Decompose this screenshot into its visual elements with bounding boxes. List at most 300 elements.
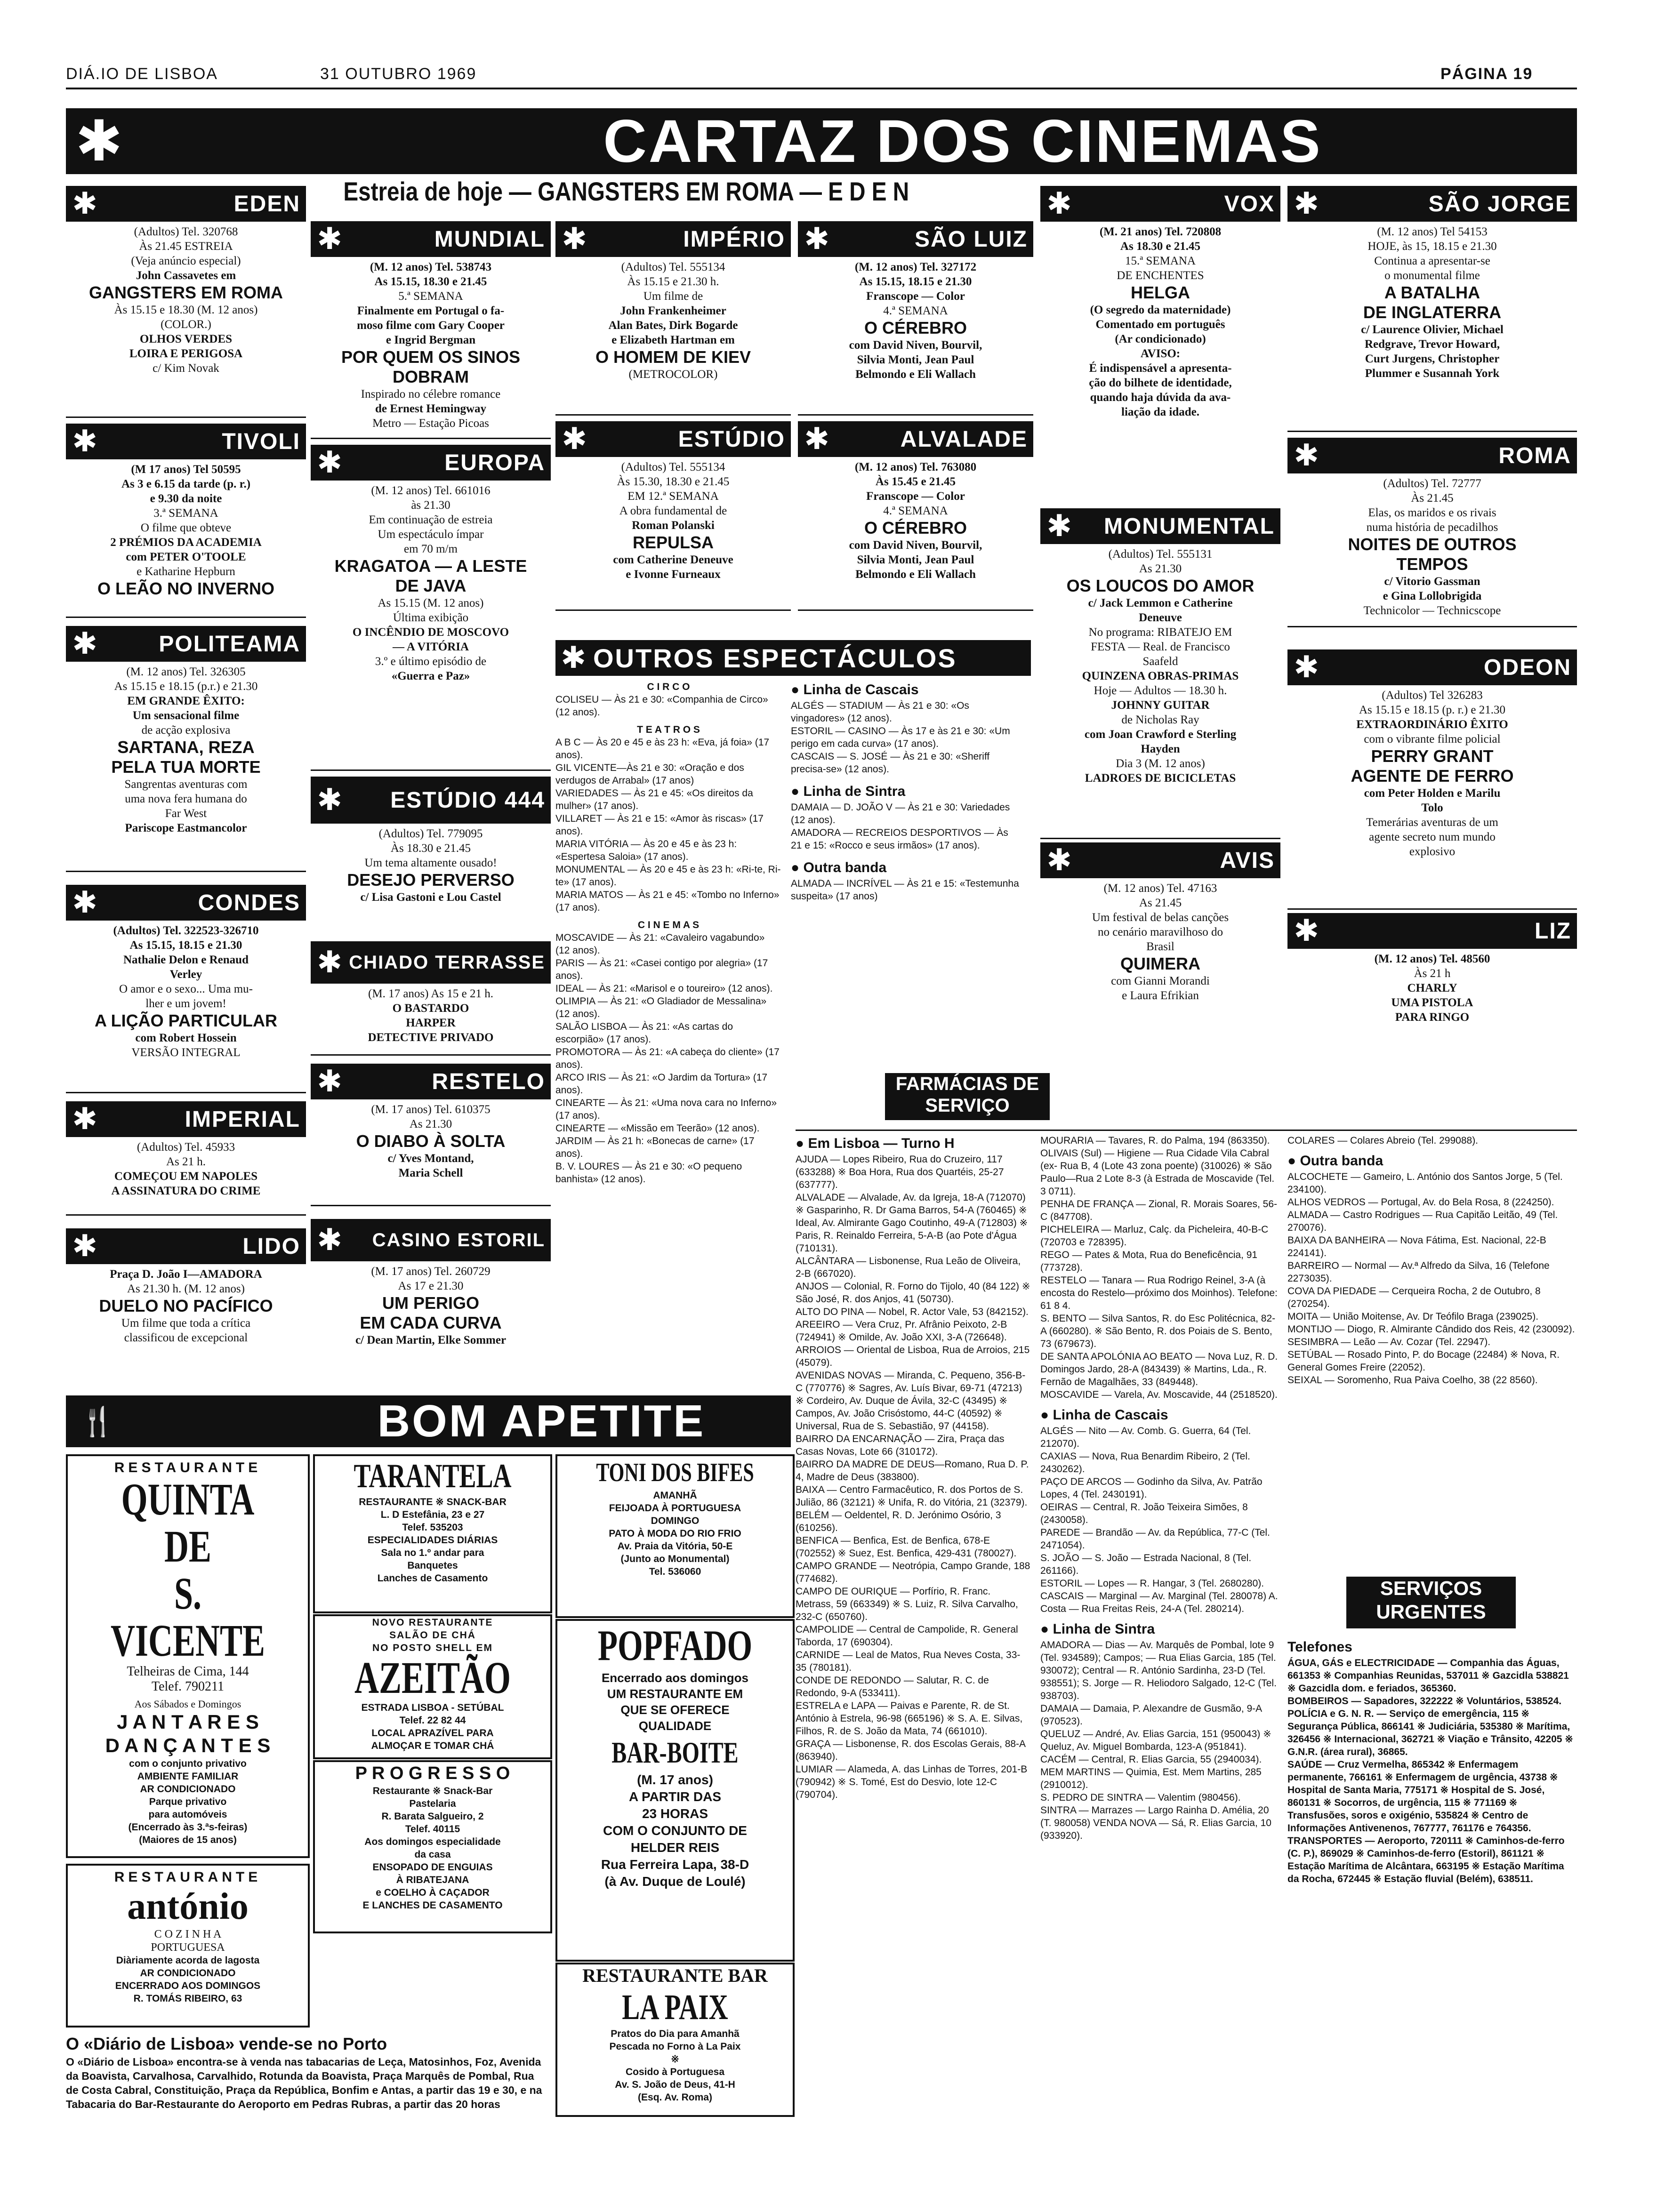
info-line: classificou de excepcional (124, 1331, 248, 1344)
info-line: Às 21.45 ESTREIA (139, 240, 233, 253)
cinema-name: ESTÚDIO (678, 426, 785, 452)
listing-text: ÁGUA, GÁS e ELECTRICIDADE — Companhia das Águas, 661353 ※ Companhias Reunidas, 537011 ※ Gazcidla 538821 ※ Gazcidla dom. e feriados, 365360. BOMBEIROS — Sapadores, 322222 ※ Voluntários, 538524. POLÍCIA e G. N. R. — Serviço de emergência, 115 ※ Segurança Pública, 866141 ※ Judiciária, 535380 ※ Marítima, 326456 ※ Internacional, 362721 ※ Viação e Trânsito, 42205 ※ G.N.R. (área rural), 36865. SAÚDE — Cruz Vermelha, 865342 ※ Enfermagem permanente, 766161 ※ Enfermagem de urgência, 43738 ※ Hospital de Santa Maria, 775171 ※ Hospital de S. José, 860131 ※ Socorros, de urgência, 115 ※ 771169 ※ Transfusões, soros e oxigénio, 535824 ※ Centro de Informações Antivenenos, 767777, 761176 e 764356. TRANSPORTES — Aeroporto, 720111 ※ Caminhos-de-ferro (C. P.), 869029 ※ Caminhos-de-ferro (Estoril), 861121 ※ Estação Marítima de Alcântara, 663195 ※ Estação Marítima da Rocha, 672445 ※ Estação fluvial (Belém), 638511. (1287, 1658, 1573, 1884)
cinema-name: MUNDIAL (434, 226, 545, 252)
info-line: Saafeld (1142, 655, 1178, 668)
asterisk-icon: ✱ (72, 186, 97, 221)
info-line: 15.ª SEMANA (1125, 255, 1196, 267)
subsection-heading: ● Em Lisboa — Turno H (796, 1136, 955, 1151)
info-line: Silvia Monti, Jean Paul (857, 353, 974, 366)
asterisk-icon: ✱ (317, 445, 342, 480)
info-line: quando haja dúvida da ava- (1090, 391, 1231, 404)
info-line: O amor e o sexo... Uma mu- (119, 983, 253, 995)
film-title: O HOMEM DE KIEV (595, 347, 751, 367)
cinema-name: LIDO (242, 1234, 300, 1259)
section-title: BOM APETITE (377, 1396, 706, 1446)
asterisk-icon: ✱ (317, 1064, 342, 1099)
ad-text: Aos Sábados e Domingos (134, 1698, 241, 1710)
info-line: e Elizabeth Hartman em (611, 334, 735, 346)
info-line: c/ Dean Martin, Elke Sommer (355, 1334, 507, 1346)
info-line: Praça D. João I—AMADORA (110, 1268, 262, 1281)
info-line: Comentado em português (1095, 318, 1225, 331)
film-title: SARTANA, REZA (117, 737, 255, 757)
info-line: As 21.30 h. (M. 12 anos) (127, 1282, 245, 1295)
asterisk-icon: ✱ (804, 222, 829, 256)
listing-text: A B C — Às 20 e 45 e às 23 h: «Eva, já foia» (17 anos). GIL VICENTE—Às 21 e 30: «Oração e dos verdugos de Arrabal» (17 anos) VARIEDADES — Às 21 e 45: «Os direitos da mulher» (17 anos). VILLARET — Às 21 e 15: «Amor às riscas» (17 anos). MARIA VITÓRIA — Às 20 e 45 e às 23 h: «Espertesa Saloia» (17 anos). MONUMENTAL — Às 20 e 45 e às 23 h: «Ri-te, Ri-te» (17 anos). MARIA MATOS — Às 21 e 45: «Tombo no Inferno» (17 anos). (555, 737, 781, 913)
info-line: (Veja anúncio especial) (131, 255, 241, 267)
subsection-heading: T E A T R O S (637, 724, 700, 735)
banner-title: CARTAZ DOS CINEMAS (603, 107, 1322, 175)
cinema-liz (1287, 913, 1577, 1054)
cinema-name: ESTÚDIO 444 (390, 787, 545, 813)
cinema-name: IMPERIAL (185, 1106, 300, 1132)
ad-name: AZEITÃO (354, 1652, 511, 1703)
info-line: Pariscope Eastmancolor (125, 822, 247, 834)
info-line: As 17 e 21.30 (398, 1280, 464, 1292)
cinema-vox (1040, 186, 1280, 517)
film-title: O LEÃO NO INVERNO (97, 579, 275, 598)
cinema-condes (66, 885, 306, 1093)
info-line: moso filme com Gary Cooper (357, 319, 505, 332)
asterisk-icon: ✱ (317, 1223, 342, 1258)
ad-quinta-sao-vicente (66, 1454, 310, 1858)
listing-text: ALGÉS — Nito — Av. Comb. G. Guerra, 64 (Tel. 212070). CAXIAS — Nova, Rua Benardim Ribeiro, 2 (Tel. 2430262). PAÇO DE ARCOS — Godinho da Silva, Av. Patrão Lopes, 4 (Tel. 2430191). OEIRAS — Central, R. João Teixeira Simões, 8 (2430058). PAREDE — Brandão — Av. da República, 77-C (Tel. 2471054). S. JOÃO — S. João — Estrada Nacional, 8 (Tel. 261166). ESTORIL — Lopes — R. Hangar, 3 (Tel. 2680280). CASCAIS — Marginal — Av. Marginal (Tel. 280078) A. Costa — Rua Freitas Reis, 24-A (Tel. 280214). (1040, 1426, 1278, 1614)
info-line: Às 15.45 e 21.45 (875, 475, 956, 488)
asterisk-icon: ✱ (562, 222, 587, 256)
film-title: DE INGLATERRA (1363, 303, 1502, 322)
asterisk-icon: ✱ (1294, 438, 1319, 473)
outros-header (555, 640, 1031, 676)
film-title: A LIÇÃO PARTICULAR (95, 1011, 277, 1030)
listing-text: DAMAIA — D. JOÃO V — Às 21 e 30: Variedades (12 anos). AMADORA — RECREIOS DESPORTIVOS — Às 21 e 15: «Rocco e seus irmãos» (17 anos). (791, 802, 1010, 851)
info-line: (M. 12 anos) Tel. 538743 (370, 261, 492, 273)
info-line: c/ Jack Lemmon e Catherine (1088, 597, 1233, 609)
info-line: lher e um jovem! (145, 997, 226, 1010)
cinema-avis (1040, 842, 1280, 1040)
asterisk-icon: ✱ (1294, 650, 1319, 685)
info-line: c/ Vitorio Gassman (1384, 575, 1480, 588)
info-line: o monumental filme (1384, 269, 1480, 282)
info-line: Um sensacional filme (132, 709, 240, 722)
asterisk-icon: ✱ (72, 424, 97, 459)
info-line: (M. 12 anos) Tel. 763080 (854, 461, 977, 473)
film-title: DETECTIVE PRIVADO (368, 1031, 494, 1044)
notice-text: O «Diário de Lisboa» encontra-se à venda nas tabacarias de Leça, Matosinhos, Foz, Avenida da Boavista, Carvalhosa, Carvalhido, Rotunda da Boavista, Praça Marquês de Pombal, Rua de Costa Cabral, Constituição, Praça da República, Bonfim e Antas, a partir das 19 e 30, e na Tabacaria do Bar-Restaurante do Aeroporto em Pedras Rubras, a partir das 20 horas (66, 2056, 542, 2110)
cinema-header (1040, 842, 1280, 878)
ad-name: P R O G R E S S O (355, 1763, 510, 1783)
newspaper-name: DIÁ.IO DE LISBOA (66, 65, 218, 83)
film-title: PERRY GRANT (1371, 746, 1494, 766)
ad-name: QUINTA DE (121, 1474, 255, 1571)
info-line: c/ Lisa Gastoni e Lou Castel (360, 891, 501, 904)
info-line: Technicolor — Technicscope (1363, 604, 1501, 617)
info-line: Nathalie Delon e Renaud (123, 954, 249, 966)
info-line: Hoje — Adultos — 18.30 h. (1094, 684, 1227, 697)
info-line: 2 PRÉMIOS DA ACADEMIA (110, 536, 262, 549)
info-line: Última exibição (393, 611, 469, 624)
cinema-name: ROMA (1498, 443, 1571, 468)
info-line: Às 21.45 (1411, 492, 1454, 505)
ad-text: RESTAURANTE ※ SNACK-BAR L. D Estefânia, 23 e 27 Telef. 535203 ESPECIALIDADES DIÁRIAS Sala no 1.º andar para Banquetes Lanches de Casamento (359, 1497, 507, 1584)
info-line: As 15.15 (M. 12 anos) (378, 597, 484, 609)
asterisk-icon: ✱ (317, 783, 342, 817)
info-line: (M. 12 anos) Tel. 327172 (854, 261, 977, 273)
film-title: DOBRAM (393, 367, 469, 386)
ad-text: C O Z I N H A PORTUGUESA (151, 1928, 225, 1954)
info-line: Às 15.30, 18.30 e 21.45 (617, 475, 730, 488)
info-line: com Robert Hossein (135, 1032, 237, 1044)
asterisk-icon: ✱ (72, 885, 97, 920)
film-title: CHARLY (1407, 982, 1457, 994)
ad-headline: J A N T A R E S D A N Ç A N T E S (105, 1711, 271, 1756)
asterisk-icon: ✱ (317, 222, 342, 256)
ad-name: BAR-BOITE (611, 1736, 739, 1769)
film-title: LADROES DE BICICLETAS (1085, 772, 1236, 785)
info-line: EM GRANDE ÊXITO: (127, 695, 245, 707)
info-line: Um tema altamente ousado! (364, 857, 497, 869)
ad-toni-dos-bifes (555, 1454, 795, 1618)
cinema-name: POLITEAMA (159, 631, 300, 657)
subsection-heading: Telefones (1287, 1639, 1352, 1655)
cinema-header (555, 421, 791, 457)
asterisk-icon: ✱ (1046, 186, 1072, 221)
info-line: As 15.15, 18.15 e 21.30 (859, 275, 972, 288)
info-line: O filme que obteve (140, 521, 232, 534)
film-title: O CÉREBRO (864, 518, 967, 537)
ad-tag: RESTAURANTE BAR (582, 1965, 768, 1986)
cinema-header (798, 221, 1033, 257)
ad-text: ESTRADA LISBOA - SETÚBAL Telef. 22 82 44 LOCAL APRAZÍVEL PARA ALMOÇAR E TOMAR CHÁ (361, 1702, 504, 1751)
cinema-header (311, 1219, 551, 1261)
info-line: c/ Yves Montand, (387, 1152, 474, 1165)
subsection-heading: ● Outra banda (791, 860, 887, 875)
asterisk-icon: ✱ (1294, 186, 1319, 221)
info-line: (Adultos) Tel. 555131 (1108, 548, 1213, 561)
info-line: Às 15.15 e 21.30 h. (627, 275, 719, 288)
listing-text: COLISEU — Às 21 e 30: «Companhia de Circo» (12 anos). (555, 694, 768, 718)
info-line: As 3 e 6.15 da tarde (p. r.) (121, 478, 251, 490)
info-line: Plummer e Susannah York (1365, 367, 1500, 380)
info-line: 4.ª SEMANA (883, 505, 948, 517)
info-line: Um filme que toda a crítica (121, 1317, 251, 1330)
cinema-header (1040, 508, 1280, 544)
info-line: Um festival de belas canções (1092, 911, 1229, 924)
info-line: numa história de pecadilhos (1366, 521, 1498, 534)
ad-name: POPFADO (597, 1621, 753, 1669)
ad-azeitao (313, 1614, 552, 1759)
bom-apetite-banner (66, 1395, 791, 1447)
film-title: O INCÊNDIO DE MOSCOVO (352, 626, 509, 639)
info-line: e Katharine Hepburn (137, 565, 235, 578)
info-line: com o vibrante filme policial (1364, 733, 1501, 745)
info-line: (Adultos) Tel. 555134 (621, 461, 725, 473)
cinema-header (311, 777, 551, 824)
subsection-heading: C I N E M A S (637, 920, 700, 930)
ad-popfado (555, 1619, 795, 1962)
cinema-header (1287, 438, 1577, 473)
cinema-name: EUROPA (444, 450, 545, 475)
film-title: POR QUEM OS SINOS (341, 347, 521, 367)
asterisk-icon: ✱ (1294, 914, 1319, 948)
cinema-header (66, 626, 306, 662)
info-line: Deneuve (1139, 611, 1182, 624)
cinema-mundial (311, 221, 551, 439)
cinema-name: CHIADO TERRASSE (349, 952, 545, 973)
cinema-chiado-terrasse (311, 941, 551, 1056)
cinema-header (66, 424, 306, 459)
farmacias-title: FARMÁCIAS DE SERVIÇO (885, 1073, 1050, 1120)
info-line: Franscope — Color (866, 490, 965, 503)
film-title: KRAGATOA — A LESTE (334, 556, 527, 576)
film-title: A ASSINATURA DO CRIME (111, 1185, 261, 1197)
cinema-name: VOX (1224, 191, 1275, 216)
info-line: (M 17 anos) Tel 50595 (131, 463, 241, 476)
cinema-name: SÃO JORGE (1428, 191, 1571, 216)
info-line: Em continuação de estreia (369, 513, 493, 526)
ad-name: S. VICENTE (110, 1568, 265, 1666)
cinema-name: ALVALADE (900, 426, 1028, 452)
film-title: DE JAVA (395, 576, 467, 595)
servicos-urgentes (1287, 1638, 1577, 2203)
info-line: c/ Kim Novak (153, 362, 219, 375)
listing-text: MOSCAVIDE — Às 21: «Cavaleiro vagabundo» (12 anos). PARIS — Às 21: «Casei contigo por alegria» (17 anos). IDEAL — Às 21: «Marisol e o toureiro» (12 anos). OLIMPIA — Às 21: «O Gladiador de Messalina» (12 anos). SALÃO LISBOA — Às 21: «As cartas do escorpião» (17 anos). PROMOTORA — Às 21: «A cabeça do cliente» (17 anos). ARCO IRIS — Às 21: «O Jardim da Tortura» (17 anos). CINEARTE — Às 21: «Uma nova cara no Inferno» (17 anos). CINEARTE — «Missão em Teerão» (12 anos). JARDIM — Às 21 h: «Bonecas de carne» (17 anos). B. V. LOURES — Às 21 e 30: «O pequeno banhista» (12 anos). (555, 932, 780, 1185)
info-line: (M. 17 anos) Tel. 260729 (371, 1265, 491, 1278)
info-line: Continua a apresentar-se (1374, 255, 1490, 267)
info-line: As 15.15, 18.15 e 21.30 (129, 939, 242, 952)
info-line: (M. 12 anos) Tel. 47163 (1103, 882, 1217, 895)
info-line: c/ Laurence Olivier, Michael (1361, 323, 1504, 336)
info-line: Um espectáculo ímpar (378, 528, 484, 541)
cinema-roma (1287, 438, 1577, 627)
info-line: e Ivonne Furneaux (626, 568, 721, 581)
info-line: Temerárias aventuras de um (1366, 816, 1498, 829)
cinema-header (1287, 186, 1577, 222)
cinema-name: SÃO LUIZ (915, 226, 1028, 252)
cinema-name: TIVOLI (222, 429, 300, 454)
ad-progresso (313, 1760, 552, 1933)
info-line: Um filme de (643, 290, 703, 303)
asterisk-icon: ✱ (1046, 509, 1072, 544)
premiere-headline: Estreia de hoje — GANGSTERS EM ROMA — E D E N (343, 176, 909, 206)
ad-text: Restaurante ※ Snack-Bar Pastelaria R. Barata Salgueiro, 2 Telef. 40115 Aos domingos especialidade da casa ENSOPADO DE ENGUIAS À RIBATEJANA e COELHO À CAÇADOR E LANCHES DE CASAMENTO (362, 1786, 503, 1911)
info-line: (M. 17 anos) Tel. 610375 (371, 1103, 491, 1116)
cinema-header (311, 445, 551, 481)
cinema-header (66, 186, 306, 222)
cinema-name: MONUMENTAL (1103, 513, 1275, 539)
listing-text: AMADORA — Dias — Av. Marquês de Pombal, lote 9 (Tel. 934589); Campos; — Rua Elias Garcia, 185 (Tel. 930072); Central — R. António Sardinha, 23-D (Tel. 938551); S. Jorge — R. Heliodoro Salgado, 12-C (Tel. 938703). DAMAIA — Damaia, P. Alexandre de Gusmão, 9-A (970523). QUELUZ — André, Av. Elias Garcia, 151 (950043) ※ Queluz, Av. Miguel Bombarda, 123-A (951841). CACÉM — Central, R. Elias Garcia, 55 (2940034). MEM MARTINS — Quimia, Est. Mem Martins, 285 (2910012). S. PEDRO DE SINTRA — Valentim (980456). SINTRA — Marrazes — Largo Rainha D. Amélia, 20 (T. 980058) VENDA NOVA — Sá, R. Elias Garcia, 10 (933920). (1040, 1640, 1277, 1841)
cinema-name: AVIS (1220, 848, 1275, 873)
cinema-eden (66, 186, 306, 418)
section-title: OUTROS ESPECTÁCULOS (593, 643, 957, 673)
film-title: OLHOS VERDES (139, 333, 233, 345)
info-line: de acção explosiva (141, 724, 231, 737)
asterisk-icon: ✱ (75, 108, 125, 174)
info-line: John Frankenheimer (620, 305, 726, 317)
info-line: No programa: RIBATEJO EM (1088, 626, 1232, 639)
film-title: AGENTE DE FERRO (1351, 766, 1514, 785)
film-title: HARPER (406, 1017, 456, 1029)
ad-la-paix (555, 1963, 795, 2117)
film-title: TEMPOS (1396, 554, 1468, 574)
info-line: VERSÃO INTEGRAL (131, 1046, 241, 1059)
ad-text: Diàriamente acorda de lagosta AR CONDICIONADO ENCERRADO AOS DOMINGOS R. TOMÁS RIBEIRO, 63 (115, 1955, 261, 2004)
info-line: Silvia Monti, Jean Paul (857, 553, 974, 566)
info-line: Belmondo e Eli Wallach (855, 368, 976, 381)
film-title: UMA PISTOLA (1391, 996, 1473, 1009)
info-line: As 21.30 (409, 1118, 452, 1130)
film-title: PARA RINGO (1395, 1011, 1470, 1024)
info-line: John Cassavetes em (136, 269, 236, 282)
cinema-header (1287, 913, 1577, 949)
film-title: COMEÇOU EM NAPOLES (114, 1170, 258, 1183)
info-line: (COLOR.) (161, 318, 211, 331)
info-line: e Ingrid Bergman (386, 334, 476, 346)
info-line: e Laura Efrikian (1122, 989, 1199, 1002)
info-line: com Peter Holden e Marilu (1364, 787, 1501, 800)
info-line: no cenário maravilhoso do (1098, 926, 1223, 938)
film-title: UM PERIGO (382, 1293, 479, 1313)
servicos-title: SERVIÇOS URGENTES (1346, 1577, 1516, 1628)
info-line: Roman Polanski (632, 519, 715, 532)
info-line: As 21.45 (1139, 897, 1182, 909)
cinema-alvalade (798, 421, 1033, 611)
subsection-heading: ● Outra banda (1287, 1153, 1384, 1169)
info-line: ção do bilhete de identidade, (1089, 377, 1232, 389)
cinema-name: RESTELO (432, 1069, 545, 1094)
info-line: Maria Schell (398, 1167, 463, 1179)
ad-tag: RESTAURANTE (114, 1869, 262, 1885)
film-title: OS LOUCOS DO AMOR (1066, 576, 1255, 595)
cinema-politeama (66, 626, 306, 872)
info-line: uma nova fera humana do (125, 793, 247, 805)
listing-text: MOURARIA — Tavares, R. do Palma, 194 (863350). OLIVAIS (Sul) — Higiene — Rua Cidade Vila Cabral (ex- Rua B, 4 (Lote 43 zona poente) (310026) ※ São Paulo—Rua 2 Lote 8-3 (à Estrada de Moscavide (Tel. 3 0711). PENHA DE FRANÇA — Zional, R. Morais Soares, 56-C (847708). PICHELEIRA — Marluz, Calç. da Picheleira, 40-B-C (720703 e 728395). REGO — Pates & Mota, Rua do Beneficência, 91 (773728). RESTELO — Tanara — Rua Rodrigo Reinel, 3-A (à encosta do Restelo—próximo dos Moinhos). Telefone: 61 8 4. S. BENTO — Silva Santos, R. do Esc Politécnica, 82-A (660280). ※ São Bento, R. dos Poiais de S. Bento, 73 (679673). DE SANTA APOLÓNIA AO BEATO — Nova Luz, R. D. Domingos Jardo, 28-A (843439) ※ Martins, Lda., R. Fernão de Magalhães, 33 (849448). MOSCAVIDE — Varela, Av. Moscavide, 44 (2518520). (1040, 1135, 1278, 1400)
film-title: O DIABO À SOLTA (356, 1131, 506, 1151)
cinema-sao-luiz (798, 221, 1033, 416)
cinema-header (66, 1101, 306, 1137)
ad-text: com o conjunto privativo AMBIENTE FAMILIAR AR CONDICIONADO Parque privativo para automóveis (Encerrado às 3.ªs-feiras) (Maiores de 15 anos) (128, 1758, 248, 1845)
subsection-heading: ● Linha de Sintra (1040, 1621, 1155, 1637)
cinema-header (66, 1228, 306, 1264)
header-rule (66, 88, 1577, 89)
cinema-name: CASINO ESTORIL (372, 1229, 545, 1250)
info-line: Brasil (1146, 940, 1174, 953)
info-line: As 15.15 e 18.15 (p.r.) e 21.30 (114, 680, 258, 693)
info-line: Verley (169, 968, 202, 981)
farmacias-col-1 (796, 1134, 1031, 2203)
cinema-header (311, 221, 551, 257)
info-line: com David Niven, Bourvil, (849, 539, 982, 552)
farmacias-col-2 (1040, 1134, 1280, 2203)
film-title: REPULSA (632, 533, 714, 552)
info-line: (Adultos) Tel. 72777 (1383, 477, 1481, 490)
ad-name: LA PAIX (622, 1988, 728, 2027)
cutlery-icon: 🍴 (80, 1405, 117, 1437)
info-line: Finalmente em Portugal o fa- (357, 305, 505, 317)
film-title: QUIMERA (1120, 954, 1200, 973)
asterisk-icon: ✱ (72, 626, 97, 661)
info-line: (M. 17 anos) As 15 e 21 h. (368, 987, 493, 1000)
cinema-header (1287, 649, 1577, 685)
ad-antonio (66, 1864, 310, 2028)
info-line: Às 21 h (1414, 967, 1451, 980)
subsection-heading: ● Linha de Cascais (1040, 1407, 1168, 1423)
info-line: Sangrentas aventuras com (124, 778, 248, 791)
info-line: HOJE, às 15, 18.15 e 21.30 (1367, 240, 1497, 253)
info-line: 3.º e último episódio de (375, 655, 487, 668)
ad-name: TONI DOS BIFES (596, 1458, 754, 1487)
ad-tag: RESTAURANTE (114, 1460, 262, 1475)
info-line: de Ernest Hemingway (375, 402, 487, 415)
cinema-header (311, 941, 551, 984)
asterisk-icon: ✱ (804, 422, 829, 457)
ad-text: (M. 17 anos) A PARTIR DAS 23 HORAS COM O CONJUNTO DE HELDER REIS Rua Ferreira Lapa, 38-D (à Av. Duque de Loulé) (601, 1772, 749, 1889)
cartaz-banner (66, 108, 1577, 174)
notice-title: O «Diário de Lisboa» vende-se no Porto (66, 2034, 387, 2053)
info-line: Belmondo e Eli Wallach (855, 568, 976, 581)
info-line: com Catherine Deneuve (613, 553, 733, 566)
info-line: Franscope — Color (866, 290, 965, 303)
info-line: As 21.30 (1139, 562, 1182, 575)
info-line: (Ar condicionado) (1115, 333, 1206, 345)
film-title: A BATALHA (1384, 283, 1480, 302)
info-line: (Adultos) Tel 326283 (1382, 689, 1483, 702)
film-title: GANGSTERS EM ROMA (88, 283, 283, 302)
info-line: e Gina Lollobrigida (1383, 590, 1482, 602)
info-line: As 18.30 e 21.45 (1120, 240, 1201, 253)
cinema-name: IMPÉRIO (683, 226, 785, 252)
cinema-name: LIZ (1535, 918, 1571, 944)
info-line: As 21 h. (166, 1155, 206, 1168)
info-line: às 21.30 (411, 499, 450, 512)
cinema-header (555, 221, 791, 257)
cinema-imperial (66, 1101, 306, 1216)
film-title: DUELO NO PACÍFICO (99, 1296, 273, 1315)
info-line: com Joan Crawford e Sterling (1084, 728, 1237, 741)
ad-text: Encerrado aos domingos UM RESTAURANTE EM QUE SE OFERECE QUALIDADE (601, 1671, 749, 1733)
issue-date: 31 OUTUBRO 1969 (320, 65, 477, 83)
info-line: Às 15.15 e 18.30 (M. 12 anos) (114, 304, 258, 316)
info-line: 3.ª SEMANA (153, 507, 218, 520)
asterisk-icon: ✱ (1046, 843, 1072, 878)
cinema-sao-jorge (1287, 186, 1577, 432)
film-title: HELGA (1131, 283, 1190, 302)
info-line: (O segredo da maternidade) (1090, 304, 1231, 316)
listing-text: COLARES — Colares Abreio (Tel. 299088). (1287, 1135, 1479, 1146)
info-line: EM 12.ª SEMANA (627, 490, 719, 503)
farmacias-col-3 (1287, 1134, 1577, 1558)
info-line: Far West (165, 807, 207, 820)
cinema-estudio (555, 421, 791, 611)
info-line: (Adultos) Tel. 779095 (378, 827, 483, 840)
info-line: (M. 12 anos) Tel. 661016 (371, 484, 491, 497)
porto-notice (66, 2033, 546, 2174)
info-line: QUINZENA OBRAS-PRIMAS (1082, 670, 1239, 682)
info-line: agente secreto num mundo (1369, 831, 1496, 843)
info-line: liação da idade. (1121, 406, 1199, 418)
ad-tarantela (313, 1454, 552, 1613)
info-line: Curt Jurgens, Christopher (1365, 353, 1500, 365)
cinema-europa (311, 445, 551, 771)
asterisk-icon: ✱ (562, 422, 587, 457)
info-line: «Guerra e Paz» (391, 670, 470, 682)
subsection-heading: ● Linha de Sintra (791, 784, 906, 799)
info-line: Tolo (1421, 801, 1443, 814)
film-title: DESEJO PERVERSO (347, 870, 515, 890)
asterisk-icon: ✱ (561, 641, 588, 675)
info-line: Metro — Estação Picoas (372, 417, 489, 430)
listing-text: ALCOCHETE — Gameiro, L. António dos Santos Jorge, 5 (Tel. 234100). ALHOS VEDROS — Portugal, Av. do Bela Rosa, 8 (224250). ALMADA — Castro Rodrigues — Rua Capitão Leitão, 49 (Tel. 270076). BAIXA DA BANHEIRA — Nova Fátima, Est. Nacional, 22-B 224141). BARREIRO — Normal — Av.ª Alfredo da Silva, 16 (Telefone 2273035). COVA DA PIEDADE — Cerqueira Rocha, 2 de Outubro, 8 (270254). MOITA — União Moitense, Av. Dr Teófilo Braga (239025). MONTIJO — Diogo, R. Almirante Cândido dos Reis, 42 (230092). SESIMBRA — Leão — Av. Cozar (Tel. 22947). SETÚBAL — Rosado Pinto, P. do Bocage (22484) ※ Nova, R. General Gomes Freire (22052). SEIXAL — Soromenho, Rua Paiva Coelho, 38 (22 8560). (1287, 1171, 1575, 1386)
info-line: (Adultos) Tel. 320768 (134, 225, 238, 238)
info-line: Redgrave, Trevor Howard, (1365, 338, 1500, 351)
